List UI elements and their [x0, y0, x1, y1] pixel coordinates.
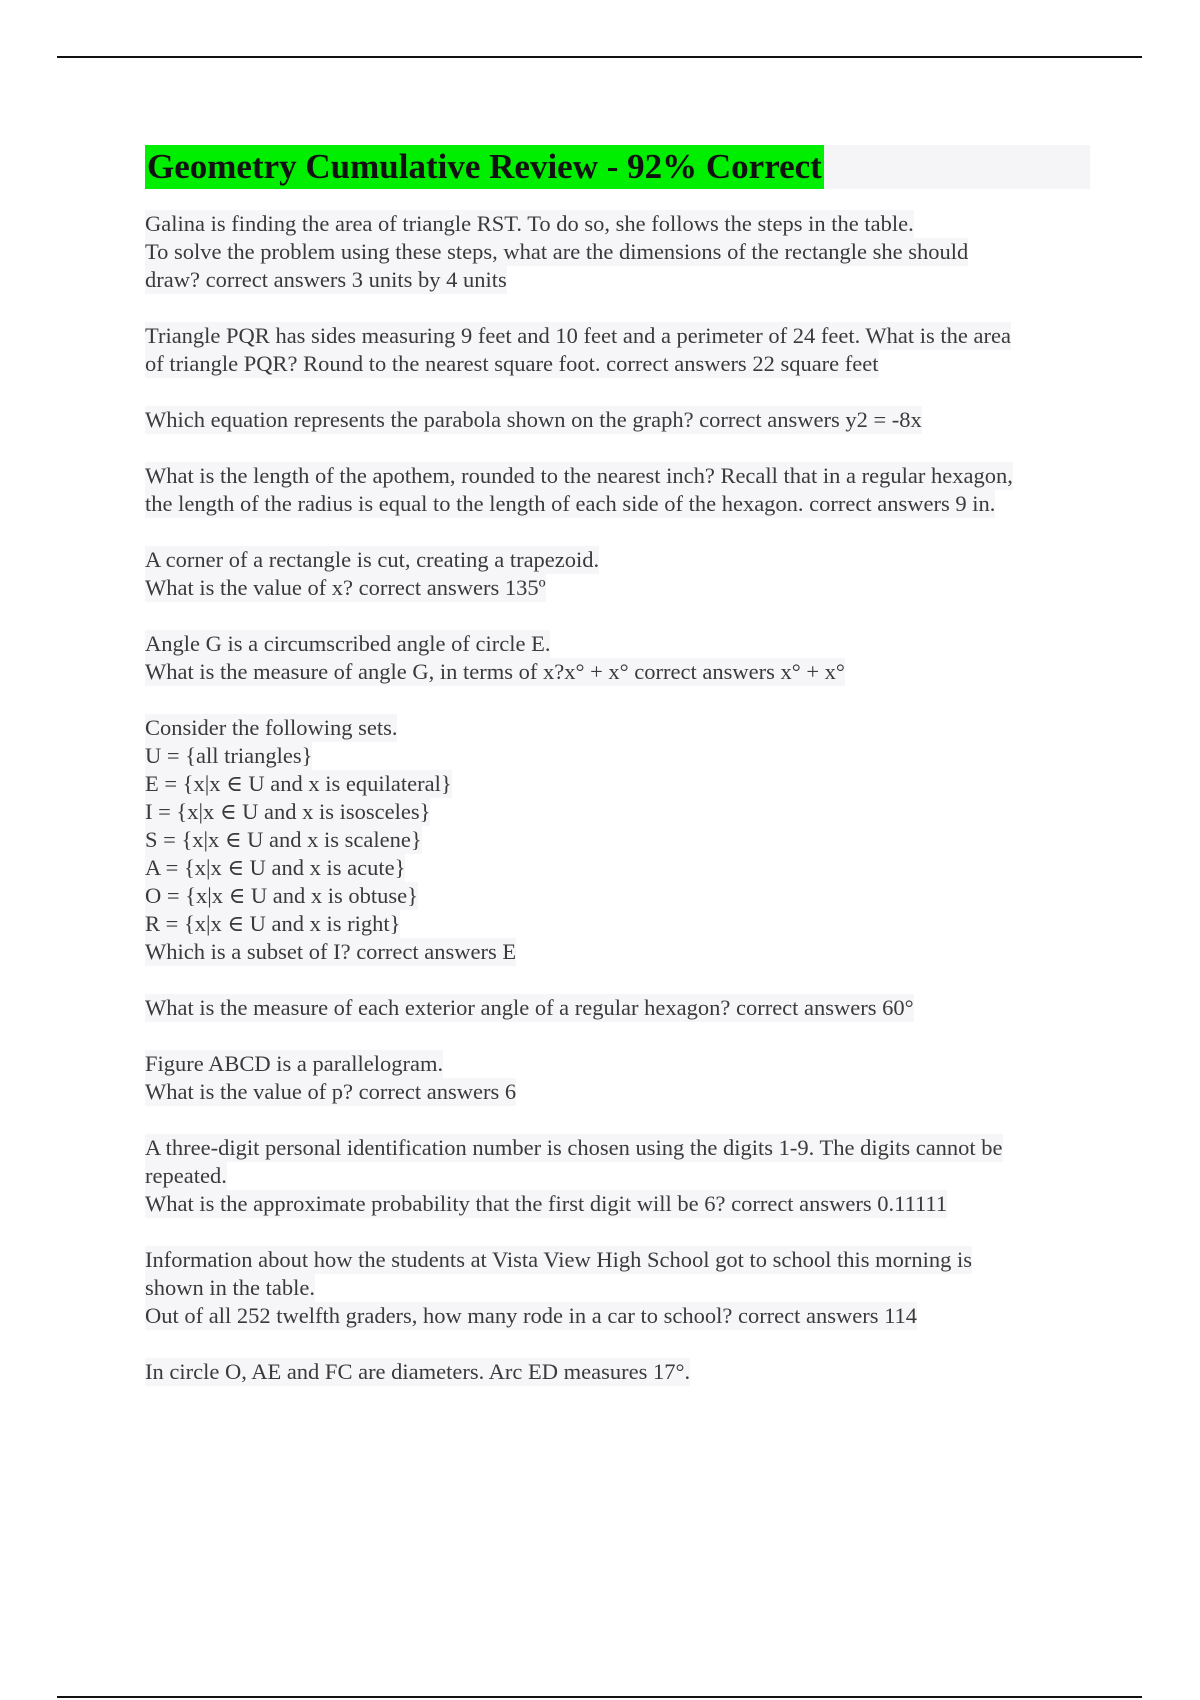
title-bar [145, 145, 1090, 189]
question-text-line: A three-digit personal identification number is chosen using the digits 1-9. The digits cannot be [145, 1135, 1003, 1160]
question-text-line: R = {x|x ∈ U and x is right} [145, 911, 401, 936]
question-text-line: O = {x|x ∈ U and x is obtuse} [145, 883, 418, 908]
question-text-line: U = {all triangles} [145, 743, 313, 768]
question-text-line: draw? correct answers 3 units by 4 units [145, 267, 507, 292]
question-text-line: Triangle PQR has sides measuring 9 feet and 10 feet and a perimeter of 24 feet. What is the area [145, 323, 1011, 348]
document-body [145, 145, 1090, 1414]
question-text-line: Angle G is a circumscribed angle of circle E. [145, 631, 551, 656]
question-item [145, 406, 1090, 434]
question-text-line: What is the value of x? correct answers 135º [145, 575, 546, 600]
question-item [145, 210, 1090, 294]
question-item [145, 714, 1090, 966]
question-text-line: repeated. [145, 1163, 227, 1188]
question-text-line: Information about how the students at Vista View High School got to school this morning is [145, 1247, 973, 1272]
question-item [145, 322, 1090, 378]
question-text-line: Figure ABCD is a parallelogram. [145, 1051, 444, 1076]
question-item [145, 994, 1090, 1022]
question-text-line: I = {x|x ∈ U and x is isosceles} [145, 799, 431, 824]
question-text-line: What is the approximate probability that the first digit will be 6? correct answers 0.11111 [145, 1191, 948, 1216]
question-item [145, 630, 1090, 686]
question-text-line: E = {x|x ∈ U and x is equilateral} [145, 771, 452, 796]
question-item [145, 1134, 1090, 1218]
question-text-line: S = {x|x ∈ U and x is scalene} [145, 827, 422, 852]
document-title: Geometry Cumulative Review - 92% Correct [145, 145, 824, 189]
question-text-line: What is the length of the apothem, rounded to the nearest inch? Recall that in a regular hexagon, [145, 463, 1013, 488]
question-text-line: Consider the following sets. [145, 715, 398, 740]
question-text-line: shown in the table. [145, 1275, 315, 1300]
question-text-line: Galina is finding the area of triangle RST. To do so, she follows the steps in the table. [145, 211, 914, 236]
question-text-line: Which is a subset of I? correct answers E [145, 939, 517, 964]
top-divider [57, 56, 1142, 58]
question-text-line: In circle O, AE and FC are diameters. Arc ED measures 17°. [145, 1359, 691, 1384]
question-item [145, 1246, 1090, 1330]
question-text-line: Out of all 252 twelfth graders, how many rode in a car to school? correct answers 114 [145, 1303, 918, 1328]
question-item [145, 546, 1090, 602]
question-text-line: Which equation represents the parabola shown on the graph? correct answers y2 = -8x [145, 407, 922, 432]
question-text-line: the length of the radius is equal to the length of each side of the hexagon. correct answers 9 in. [145, 491, 996, 516]
question-text-line: What is the measure of angle G, in terms of x?x° + x° correct answers x° + x° [145, 659, 845, 684]
question-item [145, 1358, 1090, 1386]
bottom-divider [57, 1696, 1142, 1698]
question-item [145, 1050, 1090, 1106]
question-text-line: A corner of a rectangle is cut, creating a trapezoid. [145, 547, 600, 572]
question-item [145, 462, 1090, 518]
question-text-line: To solve the problem using these steps, what are the dimensions of the rectangle she should [145, 239, 969, 264]
question-text-line: What is the value of p? correct answers 6 [145, 1079, 517, 1104]
question-text-line: of triangle PQR? Round to the nearest square foot. correct answers 22 square feet [145, 351, 879, 376]
question-text-line: A = {x|x ∈ U and x is acute} [145, 855, 406, 880]
question-text-line: What is the measure of each exterior angle of a regular hexagon? correct answers 60° [145, 995, 914, 1020]
question-list [145, 210, 1090, 1386]
